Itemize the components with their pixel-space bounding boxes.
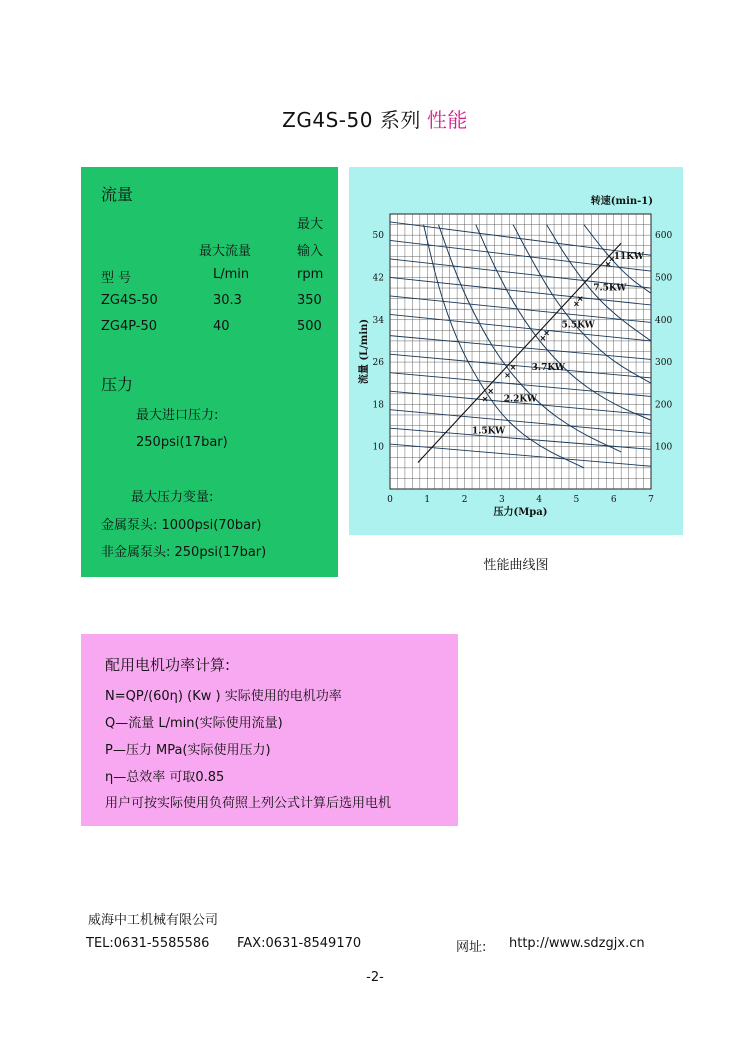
power-label-3: 3.7KW (531, 363, 565, 374)
motor-calc-panel (81, 634, 458, 826)
website-label: 网址: (456, 940, 487, 955)
unit-speed: rpm (297, 267, 324, 282)
max-inlet-label: 最大进口压力: (136, 408, 219, 423)
y2-tick-200: 200 (655, 400, 673, 411)
x-tick-2: 2 (461, 495, 468, 505)
x-tick-0: 0 (387, 495, 393, 505)
motor-heading: 配用电机功率计算: (105, 656, 231, 674)
unit-flow: L/min (213, 267, 250, 282)
col-input-label: 输入 (297, 244, 324, 259)
fax: FAX:0631-8549170 (237, 936, 362, 951)
y-tick-42: 42 (372, 273, 384, 284)
power-label-1: 1.5KW (472, 426, 506, 437)
x-axis-label: 压力(Mpa) (493, 507, 548, 518)
y-axis-label: 流量 (L/min) (359, 318, 370, 385)
y-tick-50: 50 (372, 231, 384, 242)
spec-panel (81, 167, 338, 577)
x-tick-7: 7 (648, 495, 654, 505)
page-title (0, 104, 750, 133)
power-label-6: 11KW (613, 251, 644, 262)
max-change-label: 最大压力变量: (131, 490, 214, 505)
page-number: -2- (366, 970, 384, 985)
y-tick-34: 34 (372, 315, 384, 326)
max-inlet-value: 250psi(17bar) (136, 435, 228, 450)
motor-formula: N=QP/(60η) (Kw ) 实际使用的电机功率 (105, 689, 342, 704)
company-name: 威海中工机械有限公司 (88, 913, 219, 928)
row-1-model: ZG4S-50 (101, 293, 158, 308)
col-max-label: 最大 (297, 217, 324, 232)
title-accent: 性能 (426, 108, 468, 132)
col-model-label: 型 号 (101, 271, 132, 286)
y-tick-18: 18 (372, 400, 384, 411)
y2-axis-label: 转速(min-1) (590, 196, 653, 207)
title-main: ZG4S-50 系列 (282, 108, 421, 132)
motor-p-def: P—压力 MPa(实际使用压力) (105, 743, 271, 758)
motor-eta-def: η—总效率 可取0.85 (105, 770, 225, 785)
motor-q-def: Q—流量 L/min(实际使用流量) (105, 716, 283, 731)
power-label-5: 7.5KW (593, 283, 627, 294)
row-2-model: ZG4P-50 (101, 319, 158, 334)
x-tick-1: 1 (424, 495, 431, 505)
row-2-speed: 500 (297, 319, 322, 334)
motor-note: 用户可按实际使用负荷照上列公式计算后选用电机 (105, 796, 392, 811)
x-tick-6: 6 (610, 495, 617, 505)
y2-tick-500: 500 (655, 273, 673, 284)
pressure-heading: 压力 (101, 375, 134, 394)
power-label-2: 2.2KW (503, 394, 538, 405)
x-tick-3: 3 (498, 495, 505, 505)
flow-heading: 流量 (101, 185, 134, 204)
chart-caption: 性能曲线图 (483, 558, 549, 573)
y2-tick-400: 400 (655, 315, 673, 326)
y-tick-26: 26 (372, 358, 384, 369)
metal-head: 金属泵头: 1000psi(70bar) (101, 518, 262, 533)
y2-tick-600: 600 (655, 231, 673, 242)
y-tick-10: 10 (372, 442, 384, 453)
row-1-speed: 350 (297, 293, 322, 308)
nonmetal-head: 非金属泵头: 250psi(17bar) (101, 545, 267, 560)
row-2-flow: 40 (213, 319, 230, 334)
y2-tick-100: 100 (655, 442, 673, 453)
power-label-4: 5.5KW (561, 320, 595, 331)
y2-tick-300: 300 (655, 358, 673, 369)
x-tick-4: 4 (536, 495, 543, 505)
row-1-flow: 30.3 (213, 293, 242, 308)
tel: TEL:0631-5585586 (86, 936, 210, 951)
performance-chart (349, 167, 683, 535)
website-url[interactable]: http://www.sdzgjx.cn (509, 936, 645, 951)
x-tick-5: 5 (573, 495, 580, 505)
performance-chart-panel (349, 167, 683, 535)
col-max-flow-label: 最大流量 (199, 244, 252, 259)
